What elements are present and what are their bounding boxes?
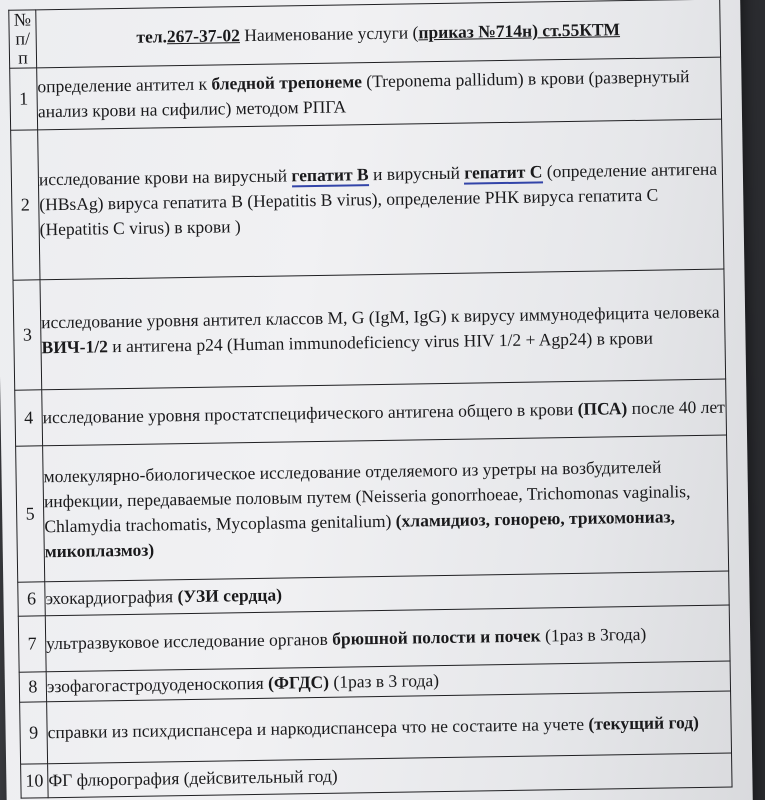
header-num-label-2: п/ (15, 28, 31, 49)
row-text: исследование уровня антител классов M, G (IgM, IgG) к вирусу иммунодефицита человека (40, 301, 720, 332)
phone-prefix: тел. (136, 26, 168, 47)
row-text: эхокардиография (45, 586, 178, 609)
row-description (47, 691, 732, 764)
header-num-label-3: п (18, 47, 28, 68)
row-text: определение антител к (37, 73, 212, 96)
row-description (43, 435, 729, 582)
row-text: исследование крови на вирусный (38, 165, 292, 190)
row-text: и вирусный (368, 162, 465, 185)
phone-number: 267-37-02 (166, 25, 241, 47)
row-text: (1раз в 3года) (540, 623, 647, 646)
table-row (16, 435, 729, 582)
row-number: 9 (20, 702, 48, 764)
row-text-bold: гепатит В (291, 164, 369, 186)
row-number: 7 (18, 616, 46, 672)
header-title: Наименование услуги ( (239, 22, 419, 46)
row-text-bold: (ФГДС) (267, 671, 330, 693)
row-description (38, 119, 724, 280)
row-text-bold: (ПСА) (577, 398, 628, 419)
row-description (40, 269, 726, 390)
row-text-bold: брюшной полости и почек (332, 625, 541, 649)
row-text: молекулярно-биологическое исследование отделяемого из уретры на возбудителей инфекции, передаваемые половым путем (Neisseria gonorrhoeae, Trichomonas vaginalis, Chlamydia trachomatis, Mycoplasma genitalium) (43, 456, 691, 536)
row-text: исследование уровня простатспецифического антигена общего в крови (42, 398, 578, 428)
row-number: 10 (21, 764, 49, 798)
row-number: 2 (11, 130, 40, 280)
row-text: ультразвуковое исследование органов (46, 628, 333, 654)
order-reference: приказ №714н) ст.55КТМ (418, 19, 621, 43)
row-text: эзофагогастродуоденоскопия (46, 672, 269, 697)
row-text: справки из психдиспансера и наркодиспансера что не состаите на учете (47, 713, 589, 743)
row-number: 4 (15, 390, 43, 446)
services-table (8, 0, 732, 799)
table-row (13, 269, 726, 390)
row-text-bold: гепатит С (464, 161, 543, 183)
row-number: 1 (10, 68, 38, 130)
row-text: (Treponema pallidum) в крови (развернутый анализ крови на сифилис) методом РПГА (37, 65, 690, 121)
row-number: 5 (16, 446, 45, 582)
table-row (10, 57, 722, 130)
row-text-bold: (УЗИ сердца) (177, 584, 283, 607)
row-text: ФГ флюрография (дейсвительный год) (48, 765, 338, 791)
row-number: 3 (13, 280, 42, 390)
row-text: (1раз в 3 года) (328, 670, 440, 692)
header-title-cell (36, 0, 721, 68)
row-description (37, 57, 722, 130)
table-row (11, 119, 724, 280)
row-text-bold: бледной трепонеме (211, 70, 363, 94)
row-number: 6 (18, 582, 46, 616)
row-text: и антигена p24 (Human immunodeficiency virus HIV 1/2 + Agp24) в крови (107, 327, 654, 356)
row-text-bold: (хламидиоз, гонорею, трихомониаз, микоплазмоз) (44, 505, 676, 561)
row-text-bold: (текущий год) (588, 712, 700, 734)
header-num-label: № (13, 9, 32, 30)
table-row (20, 691, 732, 764)
header-number-cell (9, 10, 37, 68)
row-text: (определение антигена (HBsAg) вируса гепатита В (Hepatitis B virus), определение РНК вируса гепатита С (Hepatitis C virus) в крови ) (39, 158, 718, 240)
row-number: 8 (19, 672, 46, 702)
row-text-bold: ВИЧ-1/2 (41, 335, 109, 357)
row-text: после 40 лет (627, 396, 726, 419)
